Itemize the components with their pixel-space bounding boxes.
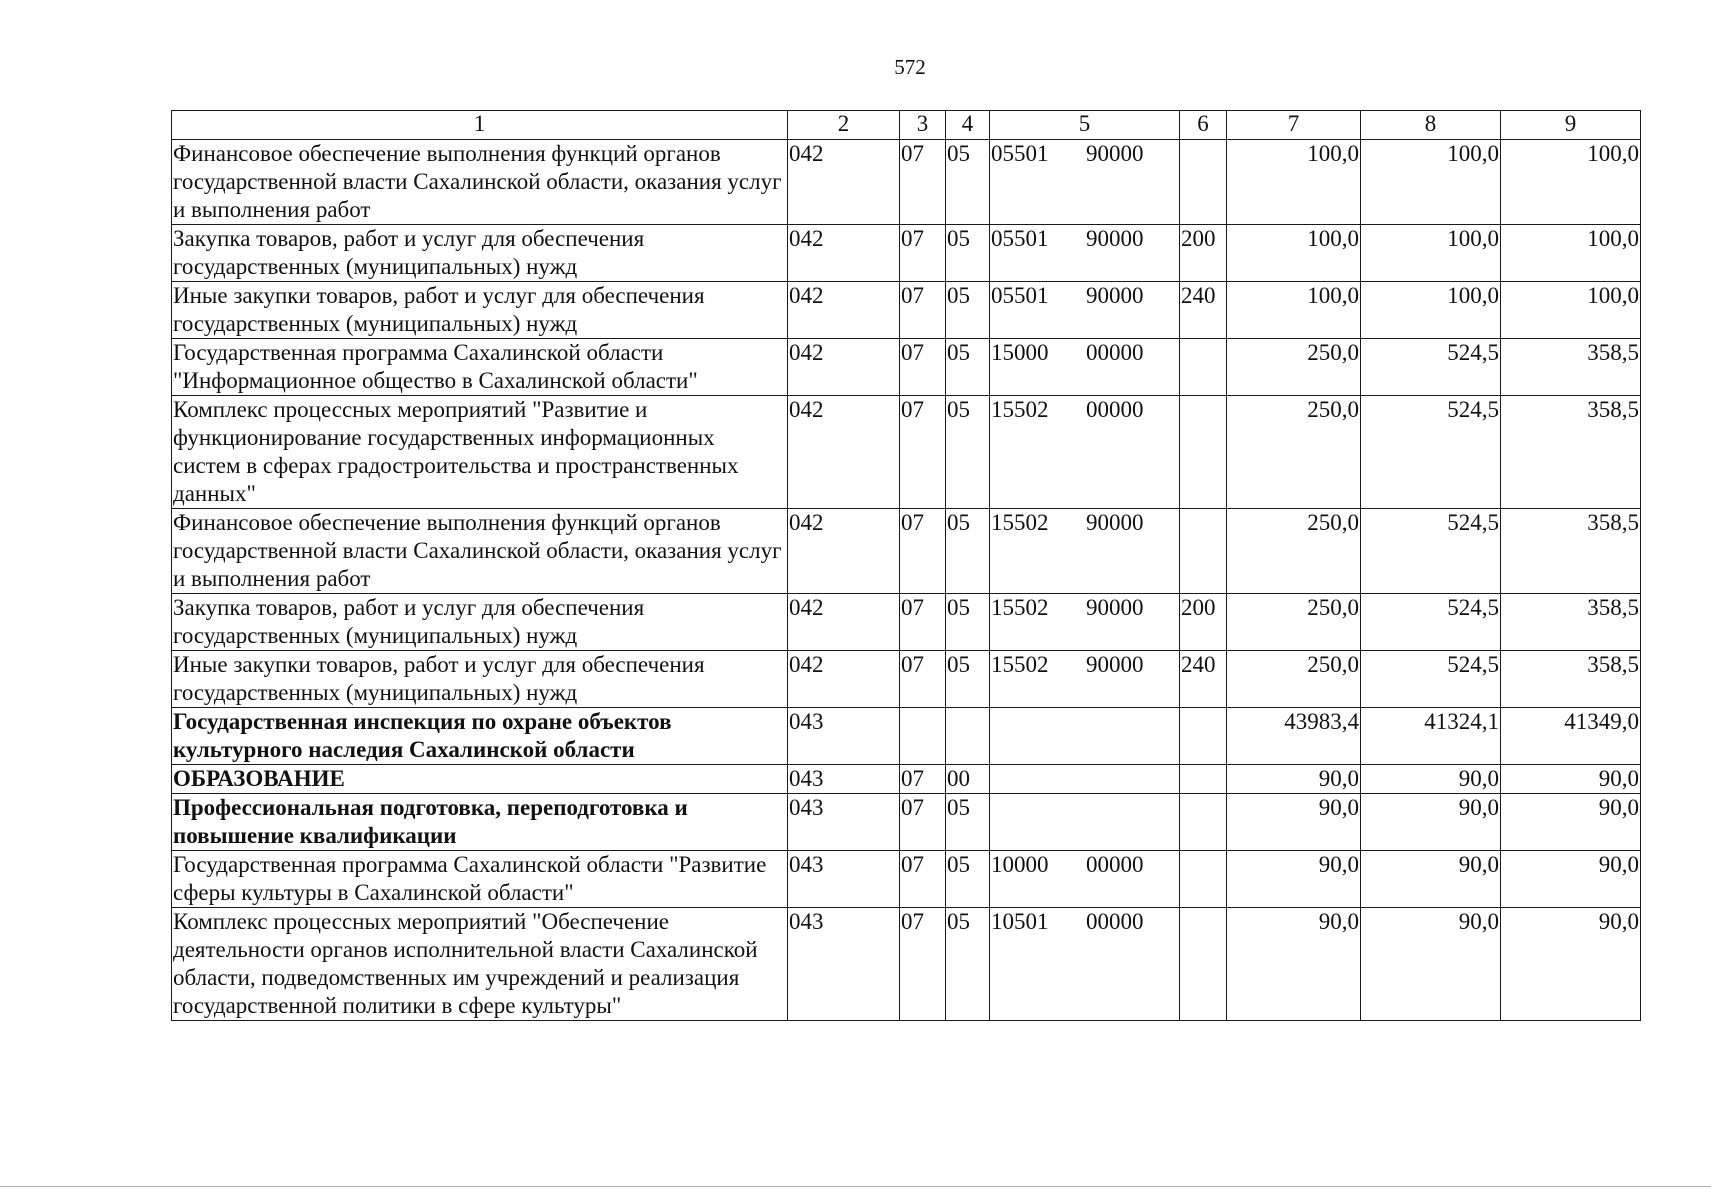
column-header: 4 — [946, 111, 990, 140]
table-row — [172, 651, 1641, 708]
target-article-part-a: 05501 — [991, 141, 1049, 166]
target-article-part-a: 15502 — [991, 510, 1049, 535]
ministry-code-cell: 042 — [788, 282, 900, 339]
target-article-part-a: 05501 — [991, 283, 1049, 308]
row-name-cell: Профессиональная подготовка, переподготовка и повышение квалификации — [172, 794, 788, 851]
target-article-cell — [990, 509, 1180, 594]
amount-col7-cell: 100,0 — [1227, 140, 1361, 225]
amount-col8-cell: 100,0 — [1361, 225, 1501, 282]
expense-type-cell: 240 — [1180, 651, 1227, 708]
target-article-part-b: 00000 — [1086, 852, 1144, 877]
row-name-cell: Закупка товаров, работ и услуг для обеспечения государственных (муниципальных) нужд — [172, 225, 788, 282]
column-header: 8 — [1361, 111, 1501, 140]
scan-edge-line — [0, 1186, 1711, 1187]
section-code-cell — [900, 708, 946, 765]
row-name-cell: Государственная инспекция по охране объектов культурного наследия Сахалинской области — [172, 708, 788, 765]
subsection-code-cell: 05 — [946, 225, 990, 282]
amount-col7-cell: 43983,4 — [1227, 708, 1361, 765]
expense-type-cell — [1180, 908, 1227, 1021]
amount-col9-cell: 90,0 — [1501, 765, 1641, 794]
amount-col9-cell: 358,5 — [1501, 651, 1641, 708]
expense-type-cell — [1180, 708, 1227, 765]
amount-col8-cell: 90,0 — [1361, 765, 1501, 794]
row-name-cell: Иные закупки товаров, работ и услуг для обеспечения государственных (муниципальных) нужд — [172, 282, 788, 339]
subsection-code-cell: 05 — [946, 594, 990, 651]
row-name-cell: Финансовое обеспечение выполнения функций органов государственной власти Сахалинской области, оказания услуг и выполнения работ — [172, 140, 788, 225]
subsection-code-cell: 05 — [946, 396, 990, 509]
section-code-cell: 07 — [900, 765, 946, 794]
amount-col8-cell: 100,0 — [1361, 140, 1501, 225]
amount-col9-cell: 100,0 — [1501, 225, 1641, 282]
amount-col8-cell: 524,5 — [1361, 339, 1501, 396]
subsection-code-cell: 05 — [946, 908, 990, 1021]
amount-col9-cell: 90,0 — [1501, 908, 1641, 1021]
table-row — [172, 594, 1641, 651]
target-article-cell — [990, 765, 1180, 794]
target-article-part-b: 90000 — [1086, 595, 1144, 620]
row-name-cell: Иные закупки товаров, работ и услуг для обеспечения государственных (муниципальных) нужд — [172, 651, 788, 708]
target-article-part-b: 00000 — [1086, 909, 1144, 934]
table-row — [172, 225, 1641, 282]
target-article-part-a: 05501 — [991, 226, 1049, 251]
amount-col8-cell: 90,0 — [1361, 908, 1501, 1021]
row-name-cell: Закупка товаров, работ и услуг для обеспечения государственных (муниципальных) нужд — [172, 594, 788, 651]
amount-col7-cell: 100,0 — [1227, 282, 1361, 339]
subsection-code-cell: 05 — [946, 851, 990, 908]
section-code-cell: 07 — [900, 594, 946, 651]
amount-col9-cell: 100,0 — [1501, 140, 1641, 225]
amount-col9-cell: 90,0 — [1501, 851, 1641, 908]
amount-col7-cell: 250,0 — [1227, 509, 1361, 594]
subsection-code-cell: 05 — [946, 794, 990, 851]
row-name-cell: Комплекс процессных мероприятий "Развитие и функционирование государственных информационных систем в сферах градостроительства и пространственных данных" — [172, 396, 788, 509]
ministry-code-cell: 042 — [788, 339, 900, 396]
target-article-cell — [990, 851, 1180, 908]
row-name-cell: Финансовое обеспечение выполнения функций органов государственной власти Сахалинской области, оказания услуг и выполнения работ — [172, 509, 788, 594]
column-header: 7 — [1227, 111, 1361, 140]
column-header: 5 — [990, 111, 1180, 140]
budget-table — [171, 110, 1641, 1021]
amount-col8-cell: 524,5 — [1361, 509, 1501, 594]
column-header: 1 — [172, 111, 788, 140]
expense-type-cell — [1180, 396, 1227, 509]
amount-col8-cell: 524,5 — [1361, 651, 1501, 708]
target-article-part-b: 90000 — [1086, 226, 1144, 251]
expense-type-cell — [1180, 339, 1227, 396]
amount-col8-cell: 524,5 — [1361, 594, 1501, 651]
amount-col9-cell: 41349,0 — [1501, 708, 1641, 765]
amount-col7-cell: 250,0 — [1227, 651, 1361, 708]
table-row — [172, 282, 1641, 339]
table-row — [172, 140, 1641, 225]
amount-col7-cell: 90,0 — [1227, 794, 1361, 851]
target-article-part-a: 15502 — [991, 652, 1049, 677]
expense-type-cell — [1180, 140, 1227, 225]
target-article-part-a: 15000 — [991, 340, 1049, 365]
target-article-cell — [990, 282, 1180, 339]
ministry-code-cell: 042 — [788, 140, 900, 225]
amount-col7-cell: 90,0 — [1227, 765, 1361, 794]
amount-col8-cell: 90,0 — [1361, 851, 1501, 908]
table-row — [172, 794, 1641, 851]
expense-type-cell: 200 — [1180, 594, 1227, 651]
amount-col8-cell: 90,0 — [1361, 794, 1501, 851]
ministry-code-cell: 043 — [788, 794, 900, 851]
section-code-cell: 07 — [900, 851, 946, 908]
ministry-code-cell: 043 — [788, 708, 900, 765]
target-article-cell — [990, 140, 1180, 225]
column-header: 6 — [1180, 111, 1227, 140]
expense-type-cell — [1180, 509, 1227, 594]
table-row — [172, 851, 1641, 908]
ministry-code-cell: 042 — [788, 509, 900, 594]
amount-col7-cell: 250,0 — [1227, 594, 1361, 651]
amount-col7-cell: 90,0 — [1227, 908, 1361, 1021]
target-article-part-a: 10501 — [991, 909, 1049, 934]
subsection-code-cell: 05 — [946, 282, 990, 339]
target-article-part-b: 90000 — [1086, 510, 1144, 535]
table-body — [172, 140, 1641, 1021]
target-article-cell — [990, 594, 1180, 651]
section-code-cell: 07 — [900, 908, 946, 1021]
subsection-code-cell: 05 — [946, 509, 990, 594]
target-article-part-b: 90000 — [1086, 652, 1144, 677]
target-article-cell — [990, 794, 1180, 851]
subsection-code-cell: 00 — [946, 765, 990, 794]
target-article-part-b: 00000 — [1086, 397, 1144, 422]
target-article-cell — [990, 651, 1180, 708]
amount-col9-cell: 90,0 — [1501, 794, 1641, 851]
amount-col7-cell: 250,0 — [1227, 339, 1361, 396]
target-article-part-a: 10000 — [991, 852, 1049, 877]
section-code-cell: 07 — [900, 225, 946, 282]
header-row — [172, 111, 1641, 140]
section-code-cell: 07 — [900, 396, 946, 509]
ministry-code-cell: 042 — [788, 594, 900, 651]
column-header: 3 — [900, 111, 946, 140]
section-code-cell: 07 — [900, 509, 946, 594]
subsection-code-cell: 05 — [946, 140, 990, 225]
target-article-part-b: 90000 — [1086, 283, 1144, 308]
page-number: 572 — [894, 55, 926, 79]
amount-col7-cell: 100,0 — [1227, 225, 1361, 282]
target-article-part-a: 15502 — [991, 595, 1049, 620]
amount-col8-cell: 41324,1 — [1361, 708, 1501, 765]
section-code-cell: 07 — [900, 140, 946, 225]
section-code-cell: 07 — [900, 794, 946, 851]
section-code-cell: 07 — [900, 339, 946, 396]
target-article-cell — [990, 396, 1180, 509]
target-article-part-a: 15502 — [991, 397, 1049, 422]
expense-type-cell — [1180, 851, 1227, 908]
target-article-part-b: 90000 — [1086, 141, 1144, 166]
subsection-code-cell: 05 — [946, 651, 990, 708]
expense-type-cell: 240 — [1180, 282, 1227, 339]
row-name-cell: Государственная программа Сахалинской области "Развитие сферы культуры в Сахалинской области" — [172, 851, 788, 908]
amount-col9-cell: 358,5 — [1501, 594, 1641, 651]
ministry-code-cell: 043 — [788, 908, 900, 1021]
row-name-cell: Комплекс процессных мероприятий "Обеспечение деятельности органов исполнительной власти Сахалинской области, подведомственных им учреждений и реализация государственной политики в сфере культуры" — [172, 908, 788, 1021]
expense-type-cell — [1180, 794, 1227, 851]
section-code-cell: 07 — [900, 651, 946, 708]
amount-col8-cell: 524,5 — [1361, 396, 1501, 509]
amount-col9-cell: 358,5 — [1501, 396, 1641, 509]
table-row — [172, 509, 1641, 594]
subsection-code-cell — [946, 708, 990, 765]
expense-type-cell — [1180, 765, 1227, 794]
amount-col7-cell: 250,0 — [1227, 396, 1361, 509]
ministry-code-cell: 042 — [788, 225, 900, 282]
table-row — [172, 396, 1641, 509]
column-header: 9 — [1501, 111, 1641, 140]
row-name-cell: Государственная программа Сахалинской области "Информационное общество в Сахалинской области" — [172, 339, 788, 396]
target-article-cell — [990, 339, 1180, 396]
ministry-code-cell: 042 — [788, 396, 900, 509]
amount-col8-cell: 100,0 — [1361, 282, 1501, 339]
table-row — [172, 339, 1641, 396]
expense-type-cell: 200 — [1180, 225, 1227, 282]
table-row — [172, 708, 1641, 765]
row-name-cell: ОБРАЗОВАНИЕ — [172, 765, 788, 794]
amount-col7-cell: 90,0 — [1227, 851, 1361, 908]
amount-col9-cell: 100,0 — [1501, 282, 1641, 339]
table-row — [172, 908, 1641, 1021]
target-article-cell — [990, 225, 1180, 282]
target-article-cell — [990, 908, 1180, 1021]
section-code-cell: 07 — [900, 282, 946, 339]
subsection-code-cell: 05 — [946, 339, 990, 396]
target-article-cell — [990, 708, 1180, 765]
ministry-code-cell: 042 — [788, 651, 900, 708]
ministry-code-cell: 043 — [788, 851, 900, 908]
amount-col9-cell: 358,5 — [1501, 339, 1641, 396]
column-header: 2 — [788, 111, 900, 140]
ministry-code-cell: 043 — [788, 765, 900, 794]
target-article-part-b: 00000 — [1086, 340, 1144, 365]
table-row — [172, 765, 1641, 794]
amount-col9-cell: 358,5 — [1501, 509, 1641, 594]
